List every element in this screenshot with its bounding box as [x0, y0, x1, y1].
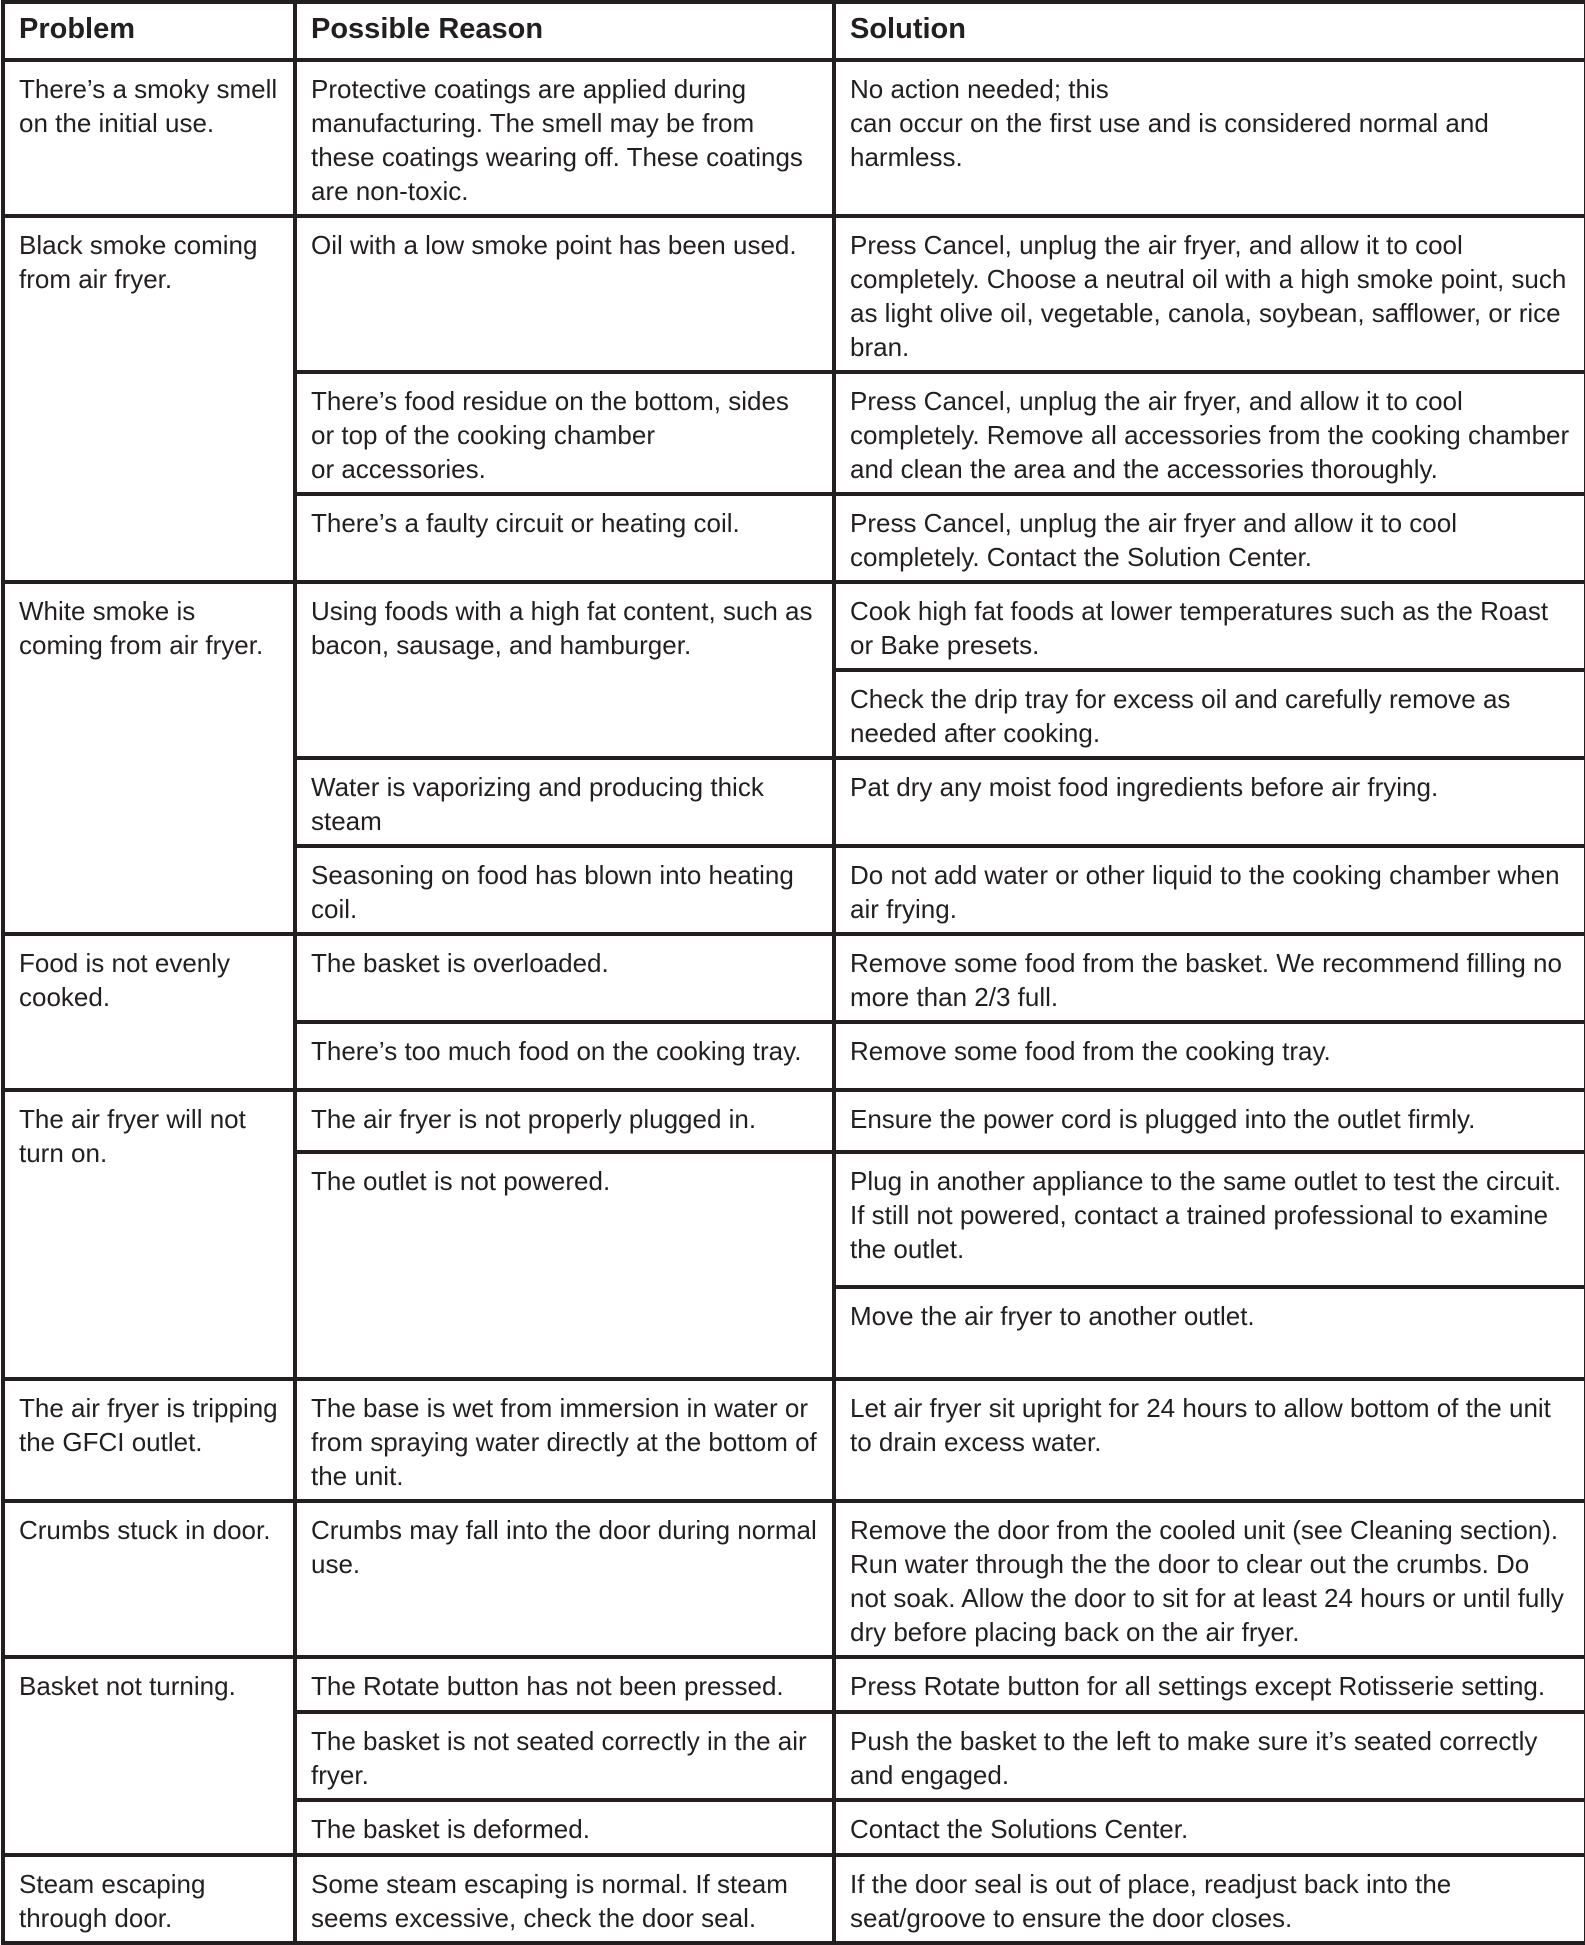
reason-text: The base is wet from immersion in water or from spraying water directly at the bottom of the unit. [311, 1393, 817, 1491]
problem-text: Food is not evenly cooked. [19, 948, 231, 1012]
reason-text: The outlet is not powered. [311, 1166, 611, 1196]
table-row [3, 1379, 1585, 1501]
solution-cell [834, 1501, 1585, 1657]
solution-cell [834, 1855, 1585, 1943]
problem-cell [3, 1090, 295, 1379]
reason-cell [295, 846, 834, 934]
reason-cell [295, 372, 834, 494]
header-row [3, 2, 1585, 60]
table-row [3, 216, 1585, 372]
problem-text: The air fryer will not turn on. [19, 1104, 246, 1168]
problem-text: The air fryer is tripping the GFCI outlet. [19, 1393, 278, 1457]
solution-cell [834, 582, 1585, 670]
solution-cell [834, 60, 1585, 216]
reason-cell [295, 1712, 834, 1800]
reason-text: Water is vaporizing and producing thick steam [311, 772, 764, 836]
reason-text: The basket is overloaded. [311, 948, 609, 978]
solution-cell [834, 1800, 1585, 1855]
problem-cell [3, 1855, 295, 1943]
solution-cell [834, 934, 1585, 1022]
problem-text: Black smoke coming from air fryer. [19, 230, 258, 294]
reason-text: The basket is not seated correctly in the air fryer. [311, 1726, 807, 1790]
reason-cell [295, 1855, 834, 1943]
reason-text: There’s too much food on the cooking tray. [311, 1036, 802, 1066]
reason-text: Using foods with a high fat content, such as bacon, sausage, and hamburger. [311, 596, 813, 660]
reason-text: Protective coatings are applied during manufacturing. The smell may be from these coatings wearing off. These coatings are non-toxic. [311, 74, 803, 206]
solution-text: Do not add water or other liquid to the cooking chamber when air frying. [850, 860, 1560, 924]
solution-text: Pat dry any moist food ingredients before air frying. [850, 772, 1439, 802]
reason-cell [295, 1152, 834, 1379]
solution-cell [834, 846, 1585, 934]
reason-cell [295, 1501, 834, 1657]
reason-cell [295, 1800, 834, 1855]
table-row [3, 1657, 1585, 1712]
reason-text: Crumbs may fall into the door during normal use. [311, 1515, 817, 1579]
table-row [3, 582, 1585, 670]
problem-cell [3, 216, 295, 582]
table-row [3, 934, 1585, 1022]
reason-text: Seasoning on food has blown into heating coil. [311, 860, 794, 924]
troubleshooting-table [1, 0, 1585, 1945]
reason-cell [295, 1090, 834, 1152]
reason-cell [295, 582, 834, 758]
table-row [3, 1855, 1585, 1943]
reason-cell [295, 60, 834, 216]
reason-cell [295, 1022, 834, 1090]
reason-cell [295, 1657, 834, 1712]
solution-text: Press Cancel, unplug the air fryer, and allow it to cool completely. Remove all accessories from the cooking chamber and clean the area and the accessories thoroughly. [850, 386, 1570, 484]
reason-text: The air fryer is not properly plugged in. [311, 1104, 757, 1134]
header-problem: Problem [3, 2, 295, 60]
solution-text: Check the drip tray for excess oil and carefully remove as needed after cooking. [850, 684, 1511, 748]
problem-cell [3, 582, 295, 934]
solution-text: Move the air fryer to another outlet. [850, 1301, 1255, 1331]
solution-cell [834, 1712, 1585, 1800]
problem-cell [3, 60, 295, 216]
solution-cell [834, 372, 1585, 494]
solution-text: Push the basket to the left to make sure it’s seated correctly and engaged. [850, 1726, 1538, 1790]
problem-text: Crumbs stuck in door. [19, 1515, 271, 1545]
problem-cell [3, 1657, 295, 1855]
solution-text: If the door seal is out of place, readjust back into the seat/groove to ensure the door closes. [850, 1869, 1452, 1933]
reason-text: The basket is deformed. [311, 1814, 590, 1844]
solution-text: Remove the door from the cooled unit (see Cleaning section). Run water through the the door to clear out the crumbs. Do not soak. Allow the door to sit for at least 24 hours or until fully dry before placing back on the air fryer. [850, 1515, 1564, 1647]
table-row [3, 1501, 1585, 1657]
solution-text: Press Rotate button for all settings except Rotisserie setting. [850, 1671, 1546, 1701]
solution-text: Let air fryer sit upright for 24 hours to allow bottom of the unit to drain excess water. [850, 1393, 1551, 1457]
reason-cell [295, 934, 834, 1022]
solution-text: Cook high fat foods at lower temperatures such as the Roast or Bake presets. [850, 596, 1549, 660]
solution-text: Press Cancel, unplug the air fryer and allow it to cool completely. Contact the Solution Center. [850, 508, 1457, 572]
table-row [3, 60, 1585, 216]
reason-cell [295, 758, 834, 846]
header-possible-reason: Possible Reason [295, 2, 834, 60]
solution-text: Plug in another appliance to the same outlet to test the circuit. If still not powered, contact a trained professional to examine the outlet. [850, 1166, 1562, 1264]
solution-cell [834, 1287, 1585, 1379]
reason-cell [295, 494, 834, 582]
solution-cell [834, 758, 1585, 846]
solution-text: Remove some food from the cooking tray. [850, 1036, 1331, 1066]
solution-cell [834, 670, 1585, 758]
solution-text: Contact the Solutions Center. [850, 1814, 1189, 1844]
problem-text: Basket not turning. [19, 1671, 236, 1701]
problem-text: Steam escaping through door. [19, 1869, 206, 1933]
problem-text: There’s a smoky smell on the initial use. [19, 74, 278, 138]
problem-cell [3, 934, 295, 1090]
solution-cell [834, 216, 1585, 372]
reason-text: The Rotate button has not been pressed. [311, 1671, 784, 1701]
reason-text: Some steam escaping is normal. If steam seems excessive, check the door seal. [311, 1869, 788, 1933]
problem-cell [3, 1379, 295, 1501]
solution-cell [834, 1379, 1585, 1501]
solution-cell [834, 1090, 1585, 1152]
solution-cell [834, 494, 1585, 582]
reason-cell [295, 1379, 834, 1501]
solution-cell [834, 1657, 1585, 1712]
solution-cell [834, 1152, 1585, 1287]
reason-text: Oil with a low smoke point has been used. [311, 230, 797, 260]
problem-text: White smoke is coming from air fryer. [19, 596, 264, 660]
solution-text: Remove some food from the basket. We recommend filling no more than 2/3 full. [850, 948, 1562, 1012]
header-solution: Solution [834, 2, 1585, 60]
reason-text: There’s food residue on the bottom, sides or top of the cooking chamber or accessories. [311, 386, 789, 484]
solution-text: Press Cancel, unplug the air fryer, and allow it to cool completely. Choose a neutral oil with a high smoke point, such as light olive oil, vegetable, canola, soybean, safflower, or rice bran. [850, 230, 1567, 362]
table-row [3, 1090, 1585, 1152]
solution-cell [834, 1022, 1585, 1090]
reason-text: There’s a faulty circuit or heating coil. [311, 508, 740, 538]
solution-text: No action needed; this can occur on the first use and is considered normal and harmless. [850, 74, 1489, 172]
problem-cell [3, 1501, 295, 1657]
solution-text: Ensure the power cord is plugged into the outlet firmly. [850, 1104, 1476, 1134]
reason-cell [295, 216, 834, 372]
